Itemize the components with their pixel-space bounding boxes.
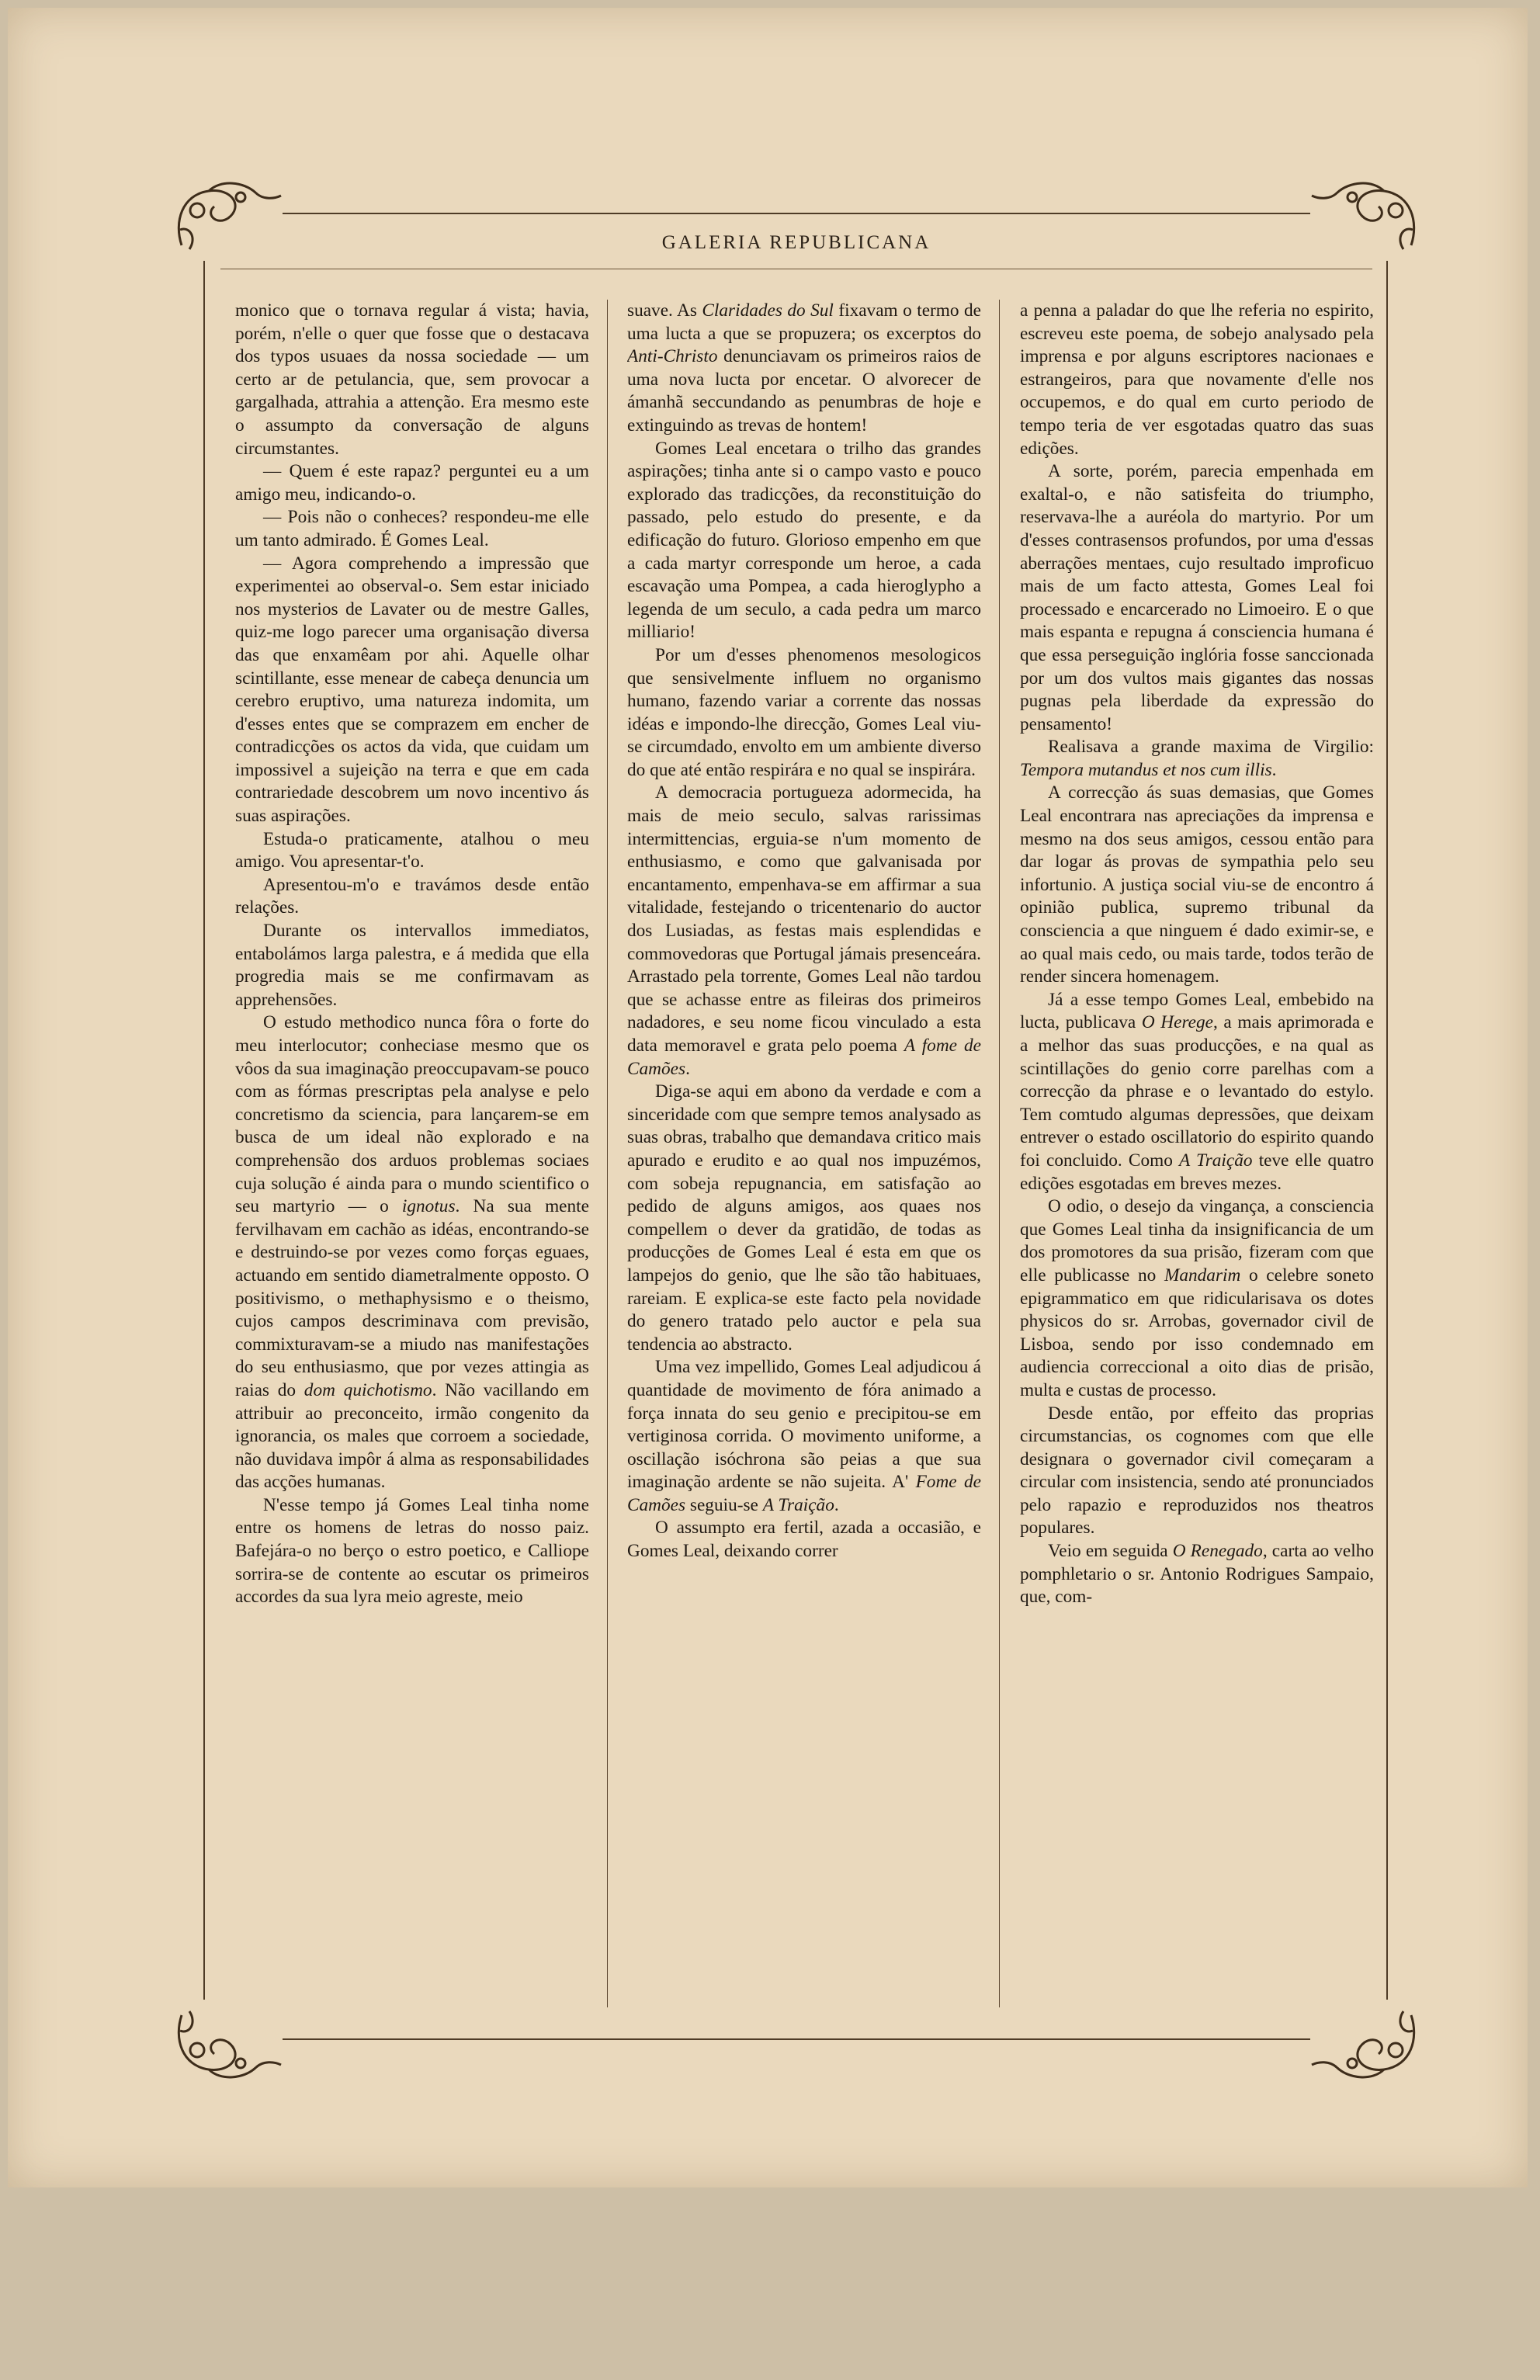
italic-title: Claridades do Sul (702, 300, 834, 321)
paragraph: N'esse tempo já Gomes Leal tinha nome entre os homens de letras do nosso paiz. Bafejára-o no berço o estro poetico, e Calliope sorrira-se de contente ao escutar os primeiros accordes da sua lyra meio agreste, meio (235, 1494, 589, 1608)
paragraph-text: o celebre soneto epigrammatico em que ridicularisava os dotes physicos do sr. Arrobas, governador civil de Lisboa, sendo por isso condemnado em audiencia correccional a oito dias de prisão, multa e custas de processo. (1020, 1265, 1374, 1400)
paragraph: monico que o tornava regular á vista; havia, porém, n'elle o quer que fosse que o destacava dos typos usuaes da nossa sociedade — um certo ar de petulancia, que, sem provocar a gargalhada, attrahia a attenção. Era mesmo este o assumpto da conversação de alguns circumstantes. (235, 300, 589, 459)
paragraph-text: , carta ao velho pomphletario o sr. Antonio Rodrigues Sampaio, que, com- (1020, 1541, 1374, 1608)
paragraph-text: seguiu-se (685, 1494, 763, 1515)
paragraph (1020, 1540, 1374, 1609)
paragraph-text: , a mais aprimorada e a melhor das suas producções, e na qual as scintillações do genio corre parelhas com a correcção da phrase e o levantado do estylo. Tem comtudo algumas depressões, que deixam entrever o estado oscillatorio do espirito quando foi concluido. Como (1020, 1012, 1374, 1171)
paragraph: a penna a paladar do que lhe referia no espirito, escreveu este poema, de sobejo analysado pela imprensa e por alguns escriptores nacionaes e estrangeiros, para que novamente d'elle nos occupemos, e do qual em curto periodo de tempo teria de ver esgotadas quatro das suas edições. (1020, 300, 1374, 459)
paragraph: Estuda-o praticamente, atalhou o meu amigo. Vou apresentar-t'o. (235, 828, 589, 873)
paragraph (627, 782, 981, 1081)
frame-top-rule (283, 213, 1310, 214)
paragraph-text: . (685, 1058, 690, 1079)
paragraph-text: O odio, o desejo da vingança, a consciencia que Gomes Leal tinha da insignificancia de um dos promotores da sua prisão, fizeram com que elle publicasse no (1020, 1196, 1374, 1285)
paragraph (1020, 989, 1374, 1195)
paragraph: Apresentou-m'o e travámos desde então relações. (235, 874, 589, 918)
paragraph-text: Realisava a grande maxima de Virgilio: (1048, 737, 1374, 758)
paragraph-text: . Não vacillando em attribuir ao preconceito, irmão congenito da ignorancia, os males que corroem a sociedade, não duvidava impôr á alma as responsabilidades das acções humanas. (235, 1379, 589, 1493)
paragraph: O assumpto era fertil, azada a occasião, e Gomes Leal, deixando correr (627, 1518, 981, 1562)
paragraph-text: Uma vez impellido, Gomes Leal adjudicou á quantidade de movimento de fóra animado a força innata do seu genio e precipitou-se em vertiginosa corrida. O movimento uniforme, a oscillação isóchrona são peias a que sua imaginação ardente se não sujeita. A' (627, 1357, 981, 1493)
paragraph-text: denunciavam os primeiros raios de uma nova lucta por encetar. O alvorecer de ámanhã seccundando as penumbras de hoje e extinguindo as trevas de hontem! (627, 346, 981, 435)
italic-title: O Renegado (1172, 1541, 1263, 1562)
frame-right-rule (1386, 261, 1388, 2000)
page-frame (174, 183, 1419, 2380)
paragraph-text: A democracia portugueza adormecida, ha mais de meio seculo, salvas rarissimas intermittencias, erguia-se n'um momento de enthusiasmo, e como que galvanisada por encantamento, empenhava-se em affirmar a sua vitalidade, festejando o tricentenario do auctor dos Lusiadas, as festas mais esplendidas e commovedoras que Portugal jámais presenceára. Arrastado pela torrente, Gomes Leal não tardou que se achasse entre as fileiras dos primeiros nadadores, e seu nome ficou vinculado a esta data memoravel e grata pelo poema (627, 782, 981, 1056)
frame-bottom-rule (283, 2038, 1310, 2040)
italic-title: Fome de Camões (627, 1472, 981, 1515)
paragraph-text: . Na sua mente fervilhavam em cachão as idéas, encontrando-se e destruindo-se por vezes como forças eguaes, actuando em sentido diametralmente opposto. O positivismo, o methaphysismo e o theismo, cujos campos descriminava com previsão, commixturavam-se a miudo nas manifestações do seu enthusiasmo, que por vezes attingia as raias do (235, 1196, 589, 1400)
paragraph: Durante os intervallos immediatos, entabolámos larga palestra, e á medida que ella progredia mais se me confirmavam as apprehensões. (235, 921, 589, 1010)
paragraph-text: teve elle quatro edições esgotadas em breves mezes. (1020, 1150, 1374, 1194)
paragraph (627, 300, 981, 438)
italic-title: A fome de Camões (627, 1036, 981, 1079)
italic-title: Mandarim (1164, 1265, 1241, 1285)
paragraph: A correcção ás suas demasias, que Gomes Leal encontrara nas apreciações da imprensa e mesmo na dos seus amigos, cessou então para dar logar ás provas de sympathia pelo seu infortunio. A justiça social viu-se de encontro á opinião publica, supremo tribunal da consciencia a que ninguem é dado eximir-se, e ao qual mais cedo, ou mais tarde, todos terão de render sincera homenagem. (1020, 782, 1374, 987)
paragraph-text: O estudo methodico nunca fôra o forte do meu interlocutor; conheciase mesmo que os vôos da sua imaginação preoccupavam-se pouco com as fórmas prescriptas pela analyse e pelo concretismo da sciencia, para lançarem-se em busca de um ideal não explorado e na comprehensão dos arduos problemas sociaes cuja solução é ainda para o mundo scientifico o seu martyrio — o (235, 1012, 589, 1217)
italic-term: ignotus (401, 1196, 456, 1217)
italic-title: Anti-Christo (627, 346, 718, 367)
paragraph-text: . (834, 1494, 839, 1515)
italic-title: A Traição (1179, 1150, 1253, 1171)
paragraph: — Pois não o conheces? respondeu-me elle um tanto admirado. É Gomes Leal. (235, 507, 589, 550)
italic-title: O Herege (1141, 1012, 1213, 1033)
text-column-2 (627, 300, 981, 2023)
text-column-3 (1020, 300, 1374, 2023)
running-head: GALERIA REPUBLICANA (661, 232, 931, 253)
paragraph-text: suave. As (627, 300, 702, 321)
frame-left-rule (203, 261, 205, 2000)
page-sheet (8, 8, 1528, 2187)
text-column-1 (235, 300, 589, 2023)
paragraph (627, 1356, 981, 1517)
paragraph: A sorte, porém, parecia empenhada em exaltal-o, e não satisfeita do triumpho, reservava-lhe a auréola do martyrio. Por um d'esses contrasensos profundos, por uma d'essas aberrações mentaes, cujo resultado improficuo mais de um facto attesta, Gomes Leal foi processado e encarcerado no Limoeiro. E o que mais espanta e repugna á consciencia humana é que essa perseguição inglória fosse sanccionada por um dos vultos mais gigantes das nossas pugnas pela liberdade da expressão do pensamento! (1020, 461, 1374, 734)
column-divider-2 (999, 300, 1000, 2007)
paragraph: Desde então, por effeito das proprias circumstancias, os cognomes com que elle designara o governador civil começaram a circular com insistencia, sendo até pronunciados pelo rapazio e reproduzidos nos theatros populares. (1020, 1403, 1374, 1539)
paragraph (1020, 736, 1374, 782)
paragraph-text: Já a esse tempo Gomes Leal, embebido na lucta, publicava (1020, 989, 1374, 1033)
paragraph-text: fixavam o termo de uma lucta a que se propuzera; os excerptos do (627, 300, 981, 344)
paragraph: Por um d'esses phenomenos mesologicos que sensivelmente influem no organismo humano, fazendo variar a corrente das nossas idéas e impondo-lhe direcção, Gomes Leal viu-se circumdado, envolto em um ambiente diverso do que até então respirára e no qual se inspirára. (627, 644, 981, 780)
paragraph (1020, 1195, 1374, 1402)
column-divider-1 (607, 300, 608, 2007)
italic-quote: Tempora mutandus et nos cum illis (1020, 759, 1272, 780)
paragraph (235, 1011, 589, 1494)
paragraph: Gomes Leal encetara o trilho das grandes aspirações; tinha ante si o campo vasto e pouco explorado das tradicções, da reconstituição do passado, pelo estudo do presente, e da edificação do futuro. Glorioso empenho em que a cada martyr corresponde um heroe, a cada escavação uma Pompea, a cada hieroglypho a legenda de um seculo, a cada pedra um marco milliario! (627, 438, 981, 643)
paragraph: — Agora comprehendo a impressão que experimentei ao observal-o. Sem estar iniciado nos mysterios de Lavater ou de mestre Galles, quiz-me logo parecer uma organisação diversa das que enxamêam por ahi. Aquelle olhar scintillante, esse menear de cabeça denuncia um cerebro eruptivo, uma natureza indomita, um d'esses entes que se comprazem em encher de contradicções os actos da vida, que cuidam um impossivel a sujeição na terra e que em cada contrariedade descobrem um novo incentivo ás suas aspirações. (235, 553, 589, 827)
paragraph-text: Veio em seguida (1048, 1541, 1173, 1562)
italic-title: A Traição (762, 1494, 834, 1515)
paragraph: — Quem é este rapaz? perguntei eu a um amigo meu, indicando-o. (235, 461, 589, 505)
paragraph: Diga-se aqui em abono da verdade e com a sinceridade com que sempre temos analysado as suas obras, trabalho que demandava critico mais apurado e erudito e ao qual nos impuzémos, com sobeja repugnancia, em satisfação ao pedido de alguns amigos, aos quaes nos compellem o dever da gratidão, de todas as producções de Gomes Leal é esta em que os lampejos do genio, que lhe são tão habituaes, rareiam. E explica-se este facto pela novidade do genero tratado pelo auctor e pela sua tendencia ao abstracto. (627, 1081, 981, 1355)
italic-term: dom quichotismo (303, 1379, 432, 1400)
paragraph-text: . (1271, 759, 1277, 780)
